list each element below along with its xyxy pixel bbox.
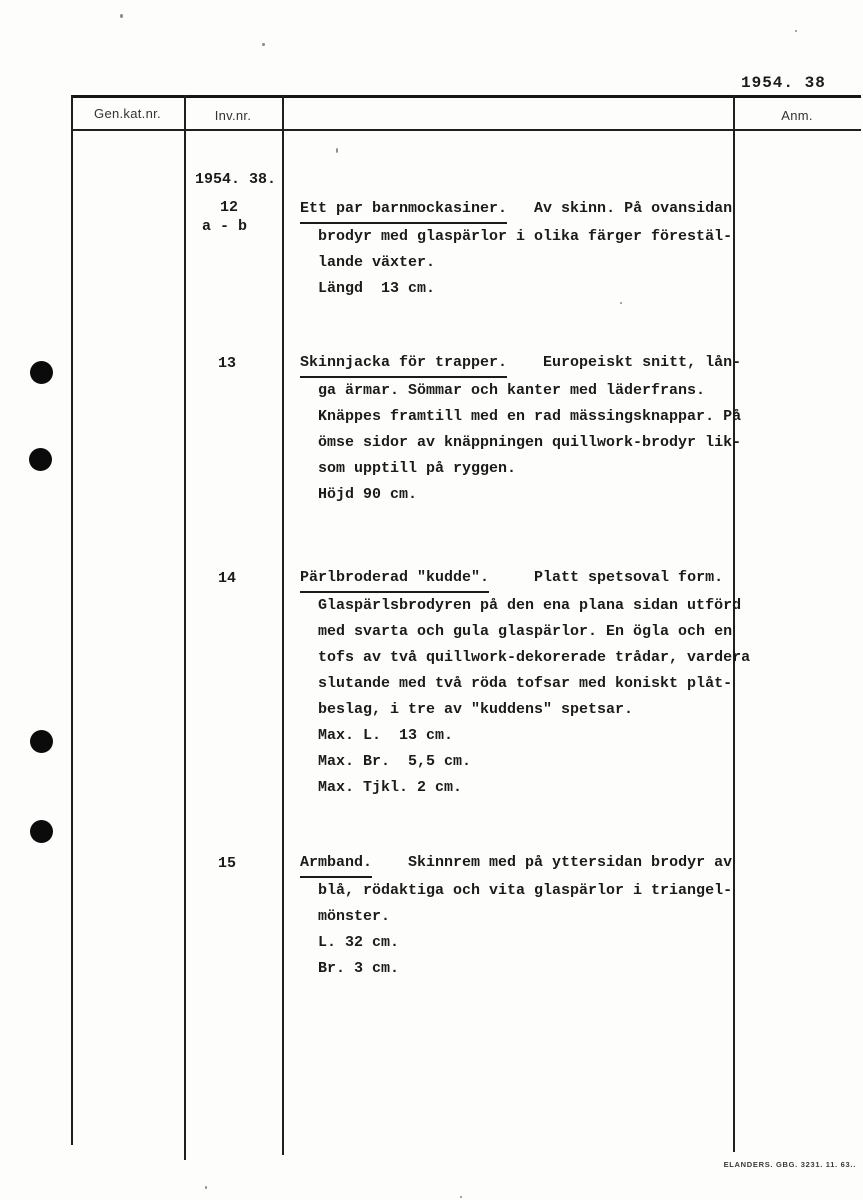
entry-12-invnr-sub: a - b bbox=[202, 218, 248, 235]
scan-speck bbox=[336, 148, 338, 153]
entry-line: tofs av två quillwork-dekorerade trådar, vardera bbox=[318, 649, 751, 666]
table-border-top bbox=[71, 95, 861, 98]
hole-punch-dot bbox=[30, 820, 53, 843]
scan-speck bbox=[205, 1186, 207, 1189]
entry-line bbox=[300, 196, 760, 224]
entry-line: Br. 3 cm. bbox=[318, 960, 400, 977]
entry-line: mönster. bbox=[318, 908, 391, 925]
entry-first-line-rest: Europeiskt snitt, lån- bbox=[507, 354, 742, 371]
entry-14-invnr: 14 bbox=[218, 570, 237, 587]
printer-mark: ELANDERS. GBG. 3231. 11. 63.. bbox=[723, 1160, 856, 1169]
entry-first-line-rest: Av skinn. På ovansidan bbox=[507, 200, 733, 217]
table-divider-inv-main bbox=[282, 95, 284, 1155]
scan-speck bbox=[120, 14, 123, 18]
entry-line: som upptill på ryggen. bbox=[318, 460, 517, 477]
entry-line: lande växter. bbox=[318, 254, 436, 271]
table-divider-genkat-inv bbox=[184, 95, 186, 1160]
entry-line: Max. L. 13 cm. bbox=[318, 727, 454, 744]
entry-12-invnr: 12 bbox=[220, 199, 239, 216]
column-header-anm: Anm. bbox=[781, 108, 813, 123]
entry-first-line-rest: Skinnrem med på yttersidan brodyr av bbox=[372, 854, 733, 871]
hole-punch-dot bbox=[30, 730, 53, 753]
entry-line: blå, rödaktiga och vita glaspärlor i triangel- bbox=[318, 882, 733, 899]
entry-13-description bbox=[300, 350, 760, 508]
entry-14-description bbox=[300, 565, 760, 801]
hole-punch-dot bbox=[29, 448, 52, 471]
entry-line: med svarta och gula glaspärlor. En ögla och en bbox=[318, 623, 733, 640]
entry-15-invnr: 15 bbox=[218, 855, 237, 872]
entry-line bbox=[300, 850, 760, 878]
entry-line: Längd 13 cm. bbox=[318, 280, 436, 297]
table-border-left bbox=[71, 95, 73, 1145]
entry-title: Ett par barnmockasiner. bbox=[300, 196, 507, 224]
entry-line: Höjd 90 cm. bbox=[318, 486, 418, 503]
entry-line: L. 32 cm. bbox=[318, 934, 400, 951]
entry-12-description bbox=[300, 196, 760, 302]
page-number: 1954. 38 bbox=[741, 74, 826, 92]
entry-15-description bbox=[300, 850, 760, 982]
entry-line: Glaspärlsbrodyren på den ena plana sidan utförd bbox=[318, 597, 742, 614]
entry-line: ga ärmar. Sömmar och kanter med läderfrans. bbox=[318, 382, 706, 399]
table-header-rule bbox=[71, 129, 861, 131]
entry-line: beslag, i tre av "kuddens" spetsar. bbox=[318, 701, 634, 718]
scan-speck bbox=[262, 43, 265, 46]
entry-line: ömse sidor av knäppningen quillwork-brodyr lik- bbox=[318, 434, 742, 451]
entry-line bbox=[300, 565, 760, 593]
entry-line: brodyr med glaspärlor i olika färger förestäl- bbox=[318, 228, 733, 245]
entry-title: Pärlbroderad "kudde". bbox=[300, 565, 489, 593]
entry-line: Knäppes framtill med en rad mässingsknappar. På bbox=[318, 408, 742, 425]
entry-first-line-rest: Platt spetsoval form. bbox=[489, 569, 724, 586]
scan-speck bbox=[795, 30, 797, 32]
column-header-genkatnr: Gen.kat.nr. bbox=[94, 106, 161, 121]
column-header-invnr: Inv.nr. bbox=[214, 108, 252, 123]
hole-punch-dot bbox=[30, 361, 53, 384]
entry-line: Max. Br. 5,5 cm. bbox=[318, 753, 472, 770]
entry-line: Max. Tjkl. 2 cm. bbox=[318, 779, 463, 796]
entry-line bbox=[300, 350, 760, 378]
scan-speck bbox=[620, 302, 622, 304]
entry-12-group: 1954. 38. bbox=[195, 171, 277, 188]
entry-title: Skinnjacka för trapper. bbox=[300, 350, 507, 378]
scan-speck bbox=[460, 1196, 462, 1198]
entry-title: Armband. bbox=[300, 850, 372, 878]
entry-line: slutande med två röda tofsar med koniskt plåt- bbox=[318, 675, 733, 692]
entry-13-invnr: 13 bbox=[218, 355, 237, 372]
